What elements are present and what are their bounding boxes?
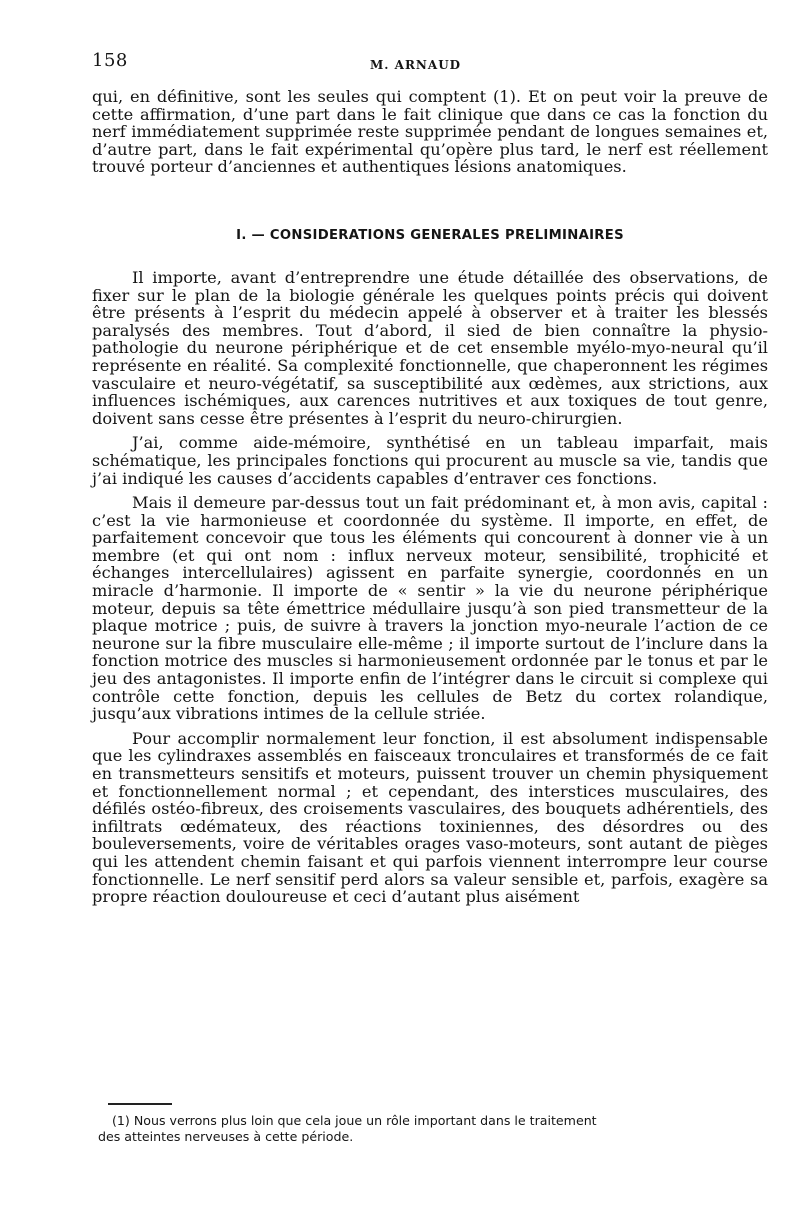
page — [92, 40, 768, 906]
paragraph: Mais il demeure par-dessus tout un fait prédominant et, à mon avis, capital : c’est la vie harmonieuse et coordonnée du système. Il importe, en effet, de parfaitement concevoir que tous les éléments qui concourent à donner vie à un membre (et qui ont nom : influx nerveux moteur, sensibilité, trophicité et échanges intercellulaires) agissent en parfaite synergie, coordonnés en un miracle d’harmonie. Il importe de « sentir » la vie du neurone périphérique moteur, depuis sa tête émettrice médullaire jusqu’à son pied transmetteur de la plaque motrice ; puis, de suivre à travers la jonction myo-neurale l’action de ce neurone sur la fibre musculaire elle-même ; il importe surtout de l’inclure dans la fonction motrice des muscles si harmonieusement ordonnée par le tonus et par le jeu des antagonistes. Il importe enfin de l’intégrer dans le circuit si complexe qui contrôle cette fonction, depuis les cellules de Betz du cortex rolandique, jusqu’aux vibrations intimes de la cellule striée. — [92, 493, 768, 724]
page-header — [92, 40, 768, 88]
opening-paragraph: qui, en définitive, sont les seules qui comptent (1). Et on peut voir la preuve de cette affirmation, d’une part dans le fait clinique que dans ce cas la fonction du nerf immédiatement supprimée reste supprimée pendant de longues semaines et, d’autre part, dans le fait expérimental qu’opère plus tard, le nerf est réellement trouvé porteur d’anciennes et authentiques lésions anatomiques. — [92, 87, 768, 177]
paragraph: Il importe, avant d’entreprendre une étude détaillée des observations, de fixer sur le plan de la biologie générale les quelques points précis qui doivent être présents à l’esprit du médecin appelé à observer et à traiter les blessés paralysés des membres. Tout d’abord, il sied de bien connaître la physio-pathologie du neurone périphérique et de cet ensemble myélo-myo-neural qu’il représente en réalité. Sa complexité fonctionnelle, que chaperonnent les régimes vasculaire et neuro-végétatif, sa susceptibilité aux œdèmes, aux strictions, aux influences ischémiques, aux carences nutritives et aux toxiques de tout genre, doivent sans cesse être présentes à l’esprit du neuro-chirurgien. — [92, 267, 768, 428]
paragraph: J’ai, comme aide-mémoire, synthétisé en un tableau imparfait, mais schématique, les principales fonctions qui procurent au muscle sa vie, tandis que j’ai indiqué les causes d’accidents capables d’entraver ces fonctions. — [92, 433, 768, 488]
section-heading: I. — CONSIDERATIONS GENERALES PRELIMINAIRES — [236, 227, 624, 243]
running-head: M. ARNAUD — [370, 58, 462, 72]
footnote-line: des atteintes nerveuses à cette période. — [98, 1129, 354, 1144]
footnote-line: (1) Nous verrons plus loin que cela joue un rôle important dans le traitement — [112, 1113, 597, 1128]
paragraph: Pour accomplir normalement leur fonction, il est absolument indispensable que les cylindraxes assemblés en faisceaux tronculaires et transformés de ce fait en transmetteurs sensitifs et moteurs, puissent trouver un chemin physiquement et fonctionnellement normal ; et cependant, des interstices musculaires, des défilés ostéo-fibreux, des croisements vasculaires, des bouquets adhérentiels, des infiltrats œdémateux, des réactions toxiniennes, des désordres ou des bouleversements, voire de véritables orages vaso-moteurs, sont autant de pièges qui les attendent chemin faisant et qui parfois viennent interrompre leur course fonctionnelle. Le nerf sensitif perd alors sa valeur sensible et, parfois, exagère sa propre réaction douloureuse et ceci d’autant plus aisément — [92, 728, 768, 907]
footnote — [98, 1113, 770, 1145]
page-number: 158 — [92, 50, 128, 71]
footnote-divider — [108, 1103, 172, 1105]
